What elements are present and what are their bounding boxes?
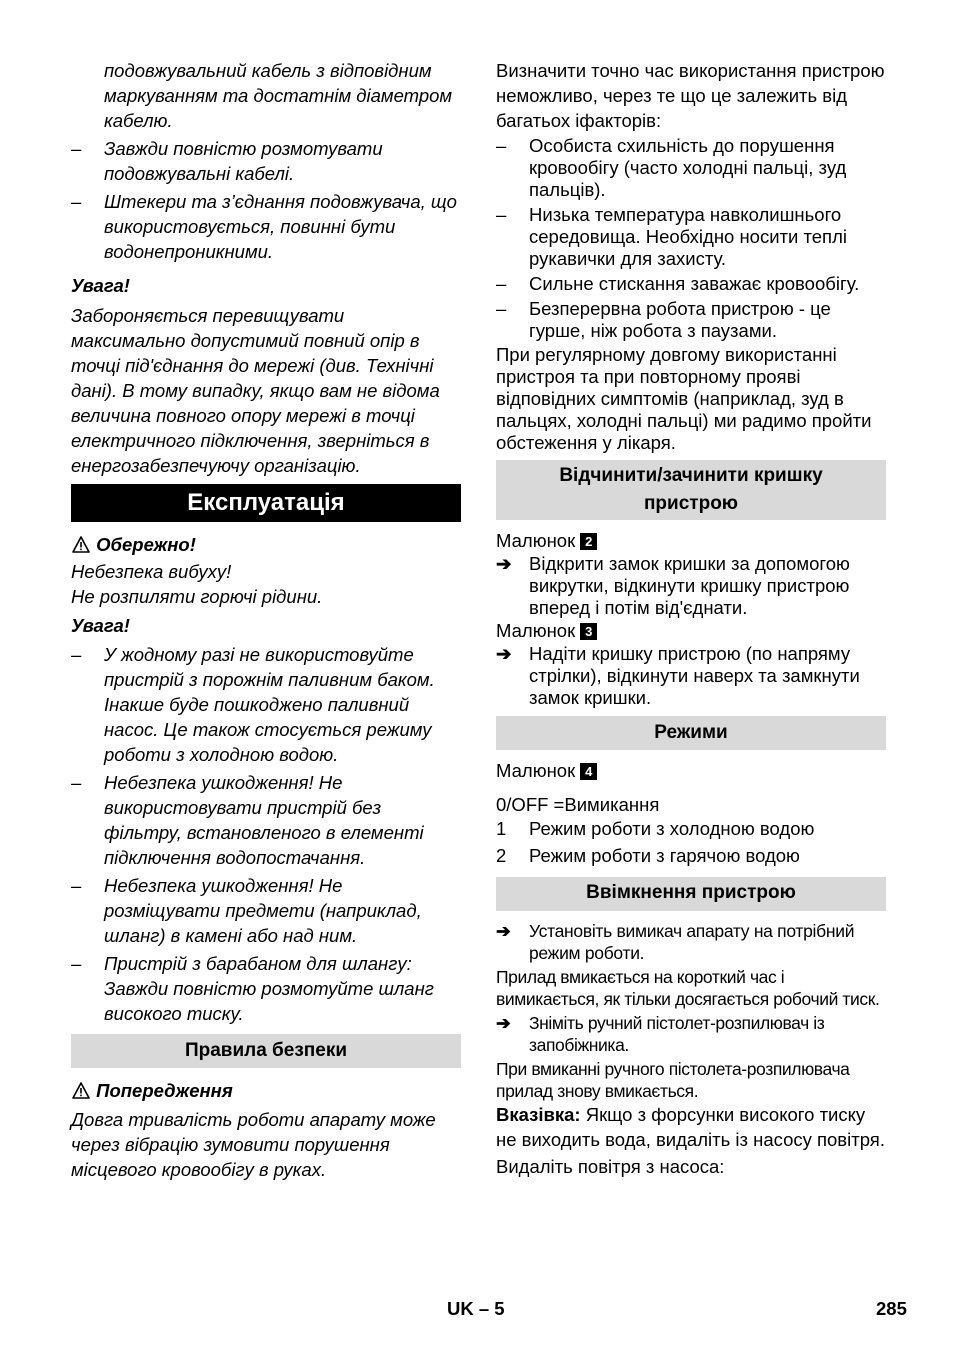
list-item-text: Штекери та з’єднання подовжувача, що використовується, повинні бути водонепроникними. — [104, 191, 457, 262]
list-item — [71, 189, 461, 264]
dash-mark: – — [496, 273, 507, 294]
list-item-text: Завжди повністю розмотувати подовжувальні кабелі. — [104, 138, 383, 184]
mode-key: 2 — [496, 845, 507, 866]
list-item-text: Пристрій з барабаном для шлангу: Завжди повністю розмотуйте шланг високого тиску. — [104, 953, 434, 1024]
warning-title: Попередження — [96, 1080, 233, 1101]
mode-text: Режим роботи з холодною водою — [529, 818, 815, 839]
info-text: При вмиканні ручного пістолета-розпилювача прилад знову вмикається. — [496, 1059, 850, 1101]
instruction-step — [496, 1012, 886, 1056]
mode-text: Вимикання — [564, 794, 660, 815]
list-item-text: Сильне стискання заважає кровообігу. — [529, 273, 860, 294]
list-item — [496, 298, 886, 342]
instruction-step — [496, 920, 886, 964]
figure-reference — [496, 530, 886, 552]
list-item-text: Безперервна робота пристрою - це гурше, ніж робота з паузами. — [529, 298, 831, 341]
instruction-step — [496, 643, 886, 709]
arrow-right-icon: ➔ — [496, 643, 512, 664]
list-item-continued — [71, 58, 461, 133]
attention-text: Забороняється перевищувати максимально допустимий повний опір в точці під'єднання до мережі (див. Технічні дані). В тому випадку, якщо вам не відома величина повного опору мережі в точці електричного підключення, зверніться в енергозабезпечуючу організацію. — [71, 305, 440, 476]
dash-mark: – — [71, 875, 82, 896]
list-item — [71, 873, 461, 948]
intro-continued-text: подовжувальний кабель з відповідним маркуванням та достатнім діаметром кабелю. — [104, 60, 453, 131]
dash-mark: – — [71, 953, 82, 974]
list-item-text: Особиста схильність до порушення кровообігу (часто холодні пальці, зуд пальців). — [529, 135, 847, 200]
instruction-text: Установіть вимикач апарату на потрібний режим роботи. — [529, 921, 855, 963]
figure-label: Малюнок — [496, 760, 576, 781]
instruction-step — [496, 553, 886, 619]
dash-mark: – — [496, 204, 507, 225]
warning-triangle-icon — [71, 1082, 91, 1099]
attention-heading: Увага! — [71, 275, 130, 296]
dash-mark: – — [71, 138, 82, 159]
warning-triangle-icon — [71, 536, 91, 553]
dash-mark: – — [71, 191, 82, 212]
arrow-right-icon: ➔ — [496, 553, 512, 574]
section-heading-switch-on: Ввімкнення пристрою — [496, 877, 886, 911]
note-text: Якщо з форсунки високого тиску не виходить вода, видаліть із насосу повітря. — [496, 1104, 885, 1150]
list-item — [71, 770, 461, 870]
section-heading-cover: Відчинити/зачинити кришку пристрою — [496, 460, 886, 520]
instruction-text: Надіти кришку пристрою (по напряму стрілки), відкинути наверх та замкнути замок кришки. — [529, 643, 860, 708]
info-text: Прилад вмикається на короткий час і вимикається, як тільки досягається робочий тиск. — [496, 967, 880, 1009]
warning-text: Довга тривалість роботи апарату може через вібрацію зумовити порушення місцевого кровообігу в руках. — [71, 1109, 436, 1180]
list-item — [496, 135, 886, 201]
arrow-right-icon: ➔ — [496, 1013, 511, 1033]
figure-number-badge: 3 — [580, 623, 597, 640]
section-heading-operation: Експлуатація — [71, 484, 461, 522]
list-item — [496, 273, 886, 295]
info-text: Видаліть повітря з насоса: — [496, 1156, 725, 1177]
figure-number-badge: 2 — [580, 533, 597, 550]
section-heading-safety: Правила безпеки — [71, 1034, 461, 1068]
mode-key: 0/OFF = — [496, 794, 565, 815]
instruction-text: Зніміть ручний пістолет-розпилювач із запобіжника. — [529, 1013, 825, 1055]
caution-line: Небезпека вибуху! — [71, 561, 232, 582]
list-item — [71, 951, 461, 1026]
left-column — [71, 58, 461, 1182]
list-item-text: Небезпека ушкодження! Не розміщувати предмети (наприклад, шланг) в камені або над ним. — [104, 875, 422, 946]
list-item-text: Низька температура навколишнього середовища. Необхідно носити теплі рукавички для захисту. — [529, 204, 847, 269]
mode-text: Режим роботи з гарячою водою — [529, 845, 800, 866]
list-item — [496, 204, 886, 270]
section-heading-modes: Режими — [496, 716, 886, 750]
figure-label: Малюнок — [496, 620, 576, 641]
dash-mark: – — [496, 135, 507, 156]
usage-intro: Визначити точно час використання пристрою неможливо, через те що це залежить від багатьох іфакторів: — [496, 60, 885, 131]
right-column — [496, 58, 886, 1179]
footer-section-label: UK – 5 — [447, 1298, 505, 1319]
figure-number-badge: 4 — [580, 763, 597, 780]
dash-mark: – — [71, 644, 82, 665]
caution-title: Обережно! — [96, 534, 196, 555]
attention-heading: Увага! — [71, 615, 130, 636]
mode-row — [496, 817, 886, 841]
figure-reference — [496, 760, 886, 782]
mode-key: 1 — [496, 818, 507, 839]
list-item — [71, 136, 461, 186]
dash-mark: – — [71, 772, 82, 793]
dash-mark: – — [496, 298, 507, 319]
list-item-text: Небезпека ушкодження! Не використовувати пристрій без фільтру, встановленого в елементі підключення водопостачання. — [104, 772, 424, 868]
note-paragraph — [496, 1102, 886, 1152]
warning-heading — [71, 1078, 461, 1103]
list-item — [71, 642, 461, 767]
figure-label: Малюнок — [496, 530, 576, 551]
page-number: 285 — [876, 1298, 907, 1319]
instruction-text: Відкрити замок кришки за допомогою викрутки, відкинути кришку пристрою вперед і потім від'єднати. — [529, 553, 850, 618]
note-label: Вказівка: — [496, 1104, 581, 1125]
mode-row — [496, 844, 886, 868]
doctor-advice: При регулярному довгому використанні пристроя та при повторному прояві відповідних симптомів (наприклад, зуд в пальцях, холодні пальці) ми радимо пройти обстеження у лікаря. — [496, 344, 872, 453]
figure-reference — [496, 620, 886, 642]
caution-heading — [71, 532, 461, 557]
mode-row — [496, 793, 886, 817]
caution-line: Не розпиляти горючі рідини. — [71, 586, 323, 607]
list-item-text: У жодному разі не використовуйте пристрій з порожнім паливним баком. Інакше буде пошкоджено паливний насос. Це також стосується режиму роботи з холодною водою. — [104, 644, 435, 765]
arrow-right-icon: ➔ — [496, 921, 511, 941]
